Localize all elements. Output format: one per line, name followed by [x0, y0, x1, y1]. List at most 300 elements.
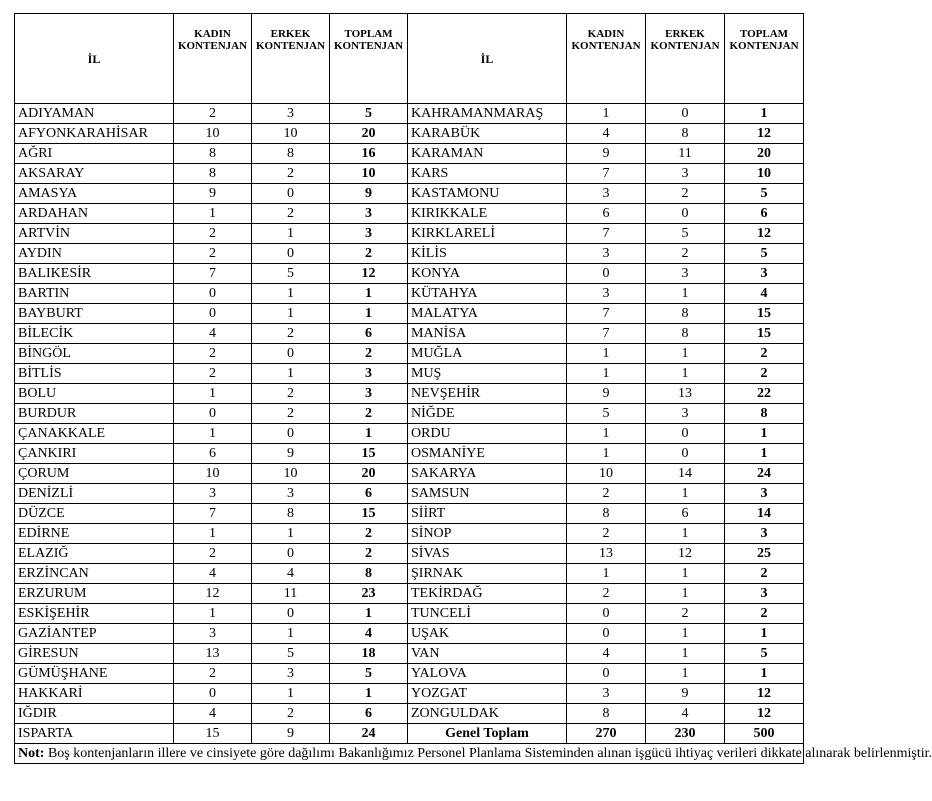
- table-row: [15, 144, 804, 164]
- table-row: [15, 264, 804, 284]
- kadin-value: 0: [174, 404, 252, 424]
- province-name: KİLİS: [408, 244, 567, 264]
- kadin-value: 8: [567, 704, 646, 724]
- province-name: SİVAS: [408, 544, 567, 564]
- grand-total-label: Genel Toplam: [408, 724, 567, 744]
- erkek-value: 1: [646, 664, 725, 684]
- kadin-value: 2: [174, 244, 252, 264]
- kadin-value: 3: [174, 624, 252, 644]
- erkek-value: 1: [646, 524, 725, 544]
- toplam-value: 12: [725, 224, 804, 244]
- toplam-value: 6: [725, 204, 804, 224]
- toplam-value: 5: [725, 184, 804, 204]
- erkek-value: 5: [646, 224, 725, 244]
- province-name: IĞDIR: [15, 704, 174, 724]
- toplam-value: 1: [725, 444, 804, 464]
- province-name: NEVŞEHİR: [408, 384, 567, 404]
- erkek-value: 10: [252, 464, 330, 484]
- header-toplam-left: TOPLAM KONTENJAN: [330, 14, 408, 104]
- province-name: ÇANKIRI: [15, 444, 174, 464]
- kadin-value: 12: [174, 584, 252, 604]
- kadin-value: 2: [174, 224, 252, 244]
- toplam-value: 1: [330, 284, 408, 304]
- erkek-value: 1: [252, 524, 330, 544]
- table-row: [15, 524, 804, 544]
- quota-table: [14, 13, 932, 764]
- province-name: KARS: [408, 164, 567, 184]
- table-row: [15, 664, 804, 684]
- erkek-value: 8: [646, 124, 725, 144]
- kadin-value: 7: [567, 224, 646, 244]
- toplam-value: 3: [725, 264, 804, 284]
- toplam-value: 12: [725, 684, 804, 704]
- kadin-value: 9: [174, 184, 252, 204]
- province-name: BALIKESİR: [15, 264, 174, 284]
- toplam-value: 5: [330, 664, 408, 684]
- toplam-value: 20: [330, 464, 408, 484]
- kadin-value: 2: [567, 484, 646, 504]
- kadin-value: 0: [567, 604, 646, 624]
- toplam-value: 1: [725, 424, 804, 444]
- table-row-last: [15, 724, 804, 744]
- province-name: EDİRNE: [15, 524, 174, 544]
- kadin-value: 7: [567, 304, 646, 324]
- toplam-value: 5: [725, 244, 804, 264]
- toplam-value: 1: [330, 684, 408, 704]
- erkek-value: 1: [646, 564, 725, 584]
- kadin-value: 1: [567, 104, 646, 124]
- toplam-value: 2: [330, 344, 408, 364]
- kadin-value: 2: [174, 344, 252, 364]
- kadin-value: 0: [174, 284, 252, 304]
- erkek-value: 8: [646, 304, 725, 324]
- province-name: AĞRI: [15, 144, 174, 164]
- kadin-value: 1: [567, 424, 646, 444]
- province-name: YOZGAT: [408, 684, 567, 704]
- toplam-value: 3: [330, 224, 408, 244]
- erkek-value: 11: [252, 584, 330, 604]
- erkek-value: 14: [646, 464, 725, 484]
- kadin-value: 1: [174, 524, 252, 544]
- toplam-value: 16: [330, 144, 408, 164]
- kadin-value: 2: [174, 664, 252, 684]
- province-name: ERZURUM: [15, 584, 174, 604]
- kadin-value: 8: [174, 164, 252, 184]
- erkek-value: 1: [646, 284, 725, 304]
- erkek-value: 1: [252, 224, 330, 244]
- erkek-value: 1: [252, 304, 330, 324]
- province-name: KASTAMONU: [408, 184, 567, 204]
- province-name: TUNCELİ: [408, 604, 567, 624]
- erkek-value: 13: [646, 384, 725, 404]
- province-name: BAYBURT: [15, 304, 174, 324]
- toplam-value: 22: [725, 384, 804, 404]
- province-name: ÇORUM: [15, 464, 174, 484]
- table-row: [15, 324, 804, 344]
- province-name: ERZİNCAN: [15, 564, 174, 584]
- header-il-right: İL: [408, 14, 567, 104]
- erkek-value: 9: [252, 444, 330, 464]
- province-name: BARTIN: [15, 284, 174, 304]
- table-row: [15, 684, 804, 704]
- kadin-value: 1: [174, 204, 252, 224]
- kadin-value: 7: [567, 324, 646, 344]
- table-row: [15, 244, 804, 264]
- table-row: [15, 484, 804, 504]
- province-name: HAKKARİ: [15, 684, 174, 704]
- footnote-text: Boş kontenjanların illere ve cinsiyete göre dağılımı Bakanlığımız Personel Planlama Sisteminden alınan işgücü ihtiyaç verileri dikkate alınarak belirlenmiştir.: [44, 745, 932, 761]
- kadin-value: 1: [567, 364, 646, 384]
- toplam-value: 3: [330, 384, 408, 404]
- table-row: [15, 224, 804, 244]
- kadin-value: 1: [174, 424, 252, 444]
- province-name: MUŞ: [408, 364, 567, 384]
- province-name: KIRKLARELİ: [408, 224, 567, 244]
- kadin-value: 10: [174, 124, 252, 144]
- toplam-value: 1: [725, 664, 804, 684]
- erkek-value: 1: [646, 344, 725, 364]
- toplam-value: 2: [725, 344, 804, 364]
- toplam-value: 23: [330, 584, 408, 604]
- erkek-value: 2: [646, 604, 725, 624]
- erkek-value: 0: [646, 424, 725, 444]
- toplam-value: 12: [725, 704, 804, 724]
- province-name: KAHRAMANMARAŞ: [408, 104, 567, 124]
- erkek-value: 9: [646, 684, 725, 704]
- table-row: [15, 444, 804, 464]
- toplam-value: 2: [725, 564, 804, 584]
- kadin-value: 3: [567, 244, 646, 264]
- header-row: [15, 14, 804, 104]
- table-row: [15, 424, 804, 444]
- table-body: [15, 104, 804, 724]
- erkek-value: 5: [252, 264, 330, 284]
- toplam-value: 5: [725, 644, 804, 664]
- erkek-value: 2: [646, 244, 725, 264]
- province-name: KÜTAHYA: [408, 284, 567, 304]
- toplam-value: 15: [330, 444, 408, 464]
- erkek-value: 1: [252, 624, 330, 644]
- province-name: BİNGÖL: [15, 344, 174, 364]
- kadin-value: 15: [174, 724, 252, 744]
- province-name: GÜMÜŞHANE: [15, 664, 174, 684]
- kadin-value: 1: [174, 604, 252, 624]
- erkek-value: 1: [646, 364, 725, 384]
- erkek-value: 2: [252, 164, 330, 184]
- grand-total-kadin: 270: [567, 724, 646, 744]
- kadin-value: 7: [174, 504, 252, 524]
- toplam-value: 4: [330, 624, 408, 644]
- province-name: SAKARYA: [408, 464, 567, 484]
- grand-total-erkek: 230: [646, 724, 725, 744]
- province-name: YALOVA: [408, 664, 567, 684]
- erkek-value: 1: [646, 484, 725, 504]
- note-row: [15, 744, 804, 764]
- footnote-label: Not:: [18, 745, 45, 761]
- kadin-value: 2: [174, 104, 252, 124]
- erkek-value: 12: [646, 544, 725, 564]
- province-name: GİRESUN: [15, 644, 174, 664]
- toplam-value: 2: [725, 604, 804, 624]
- table-row: [15, 124, 804, 144]
- erkek-value: 2: [646, 184, 725, 204]
- kadin-value: 10: [174, 464, 252, 484]
- province-name: KIRIKKALE: [408, 204, 567, 224]
- toplam-value: 1: [330, 424, 408, 444]
- province-name: ŞIRNAK: [408, 564, 567, 584]
- toplam-value: 3: [725, 524, 804, 544]
- header-erkek-right: ERKEK KONTENJAN: [646, 14, 725, 104]
- erkek-value: 8: [252, 144, 330, 164]
- kadin-value: 2: [567, 584, 646, 604]
- kadin-value: 2: [567, 524, 646, 544]
- kadin-value: 4: [174, 704, 252, 724]
- toplam-value: 20: [725, 144, 804, 164]
- province-name: ORDU: [408, 424, 567, 444]
- erkek-value: 4: [646, 704, 725, 724]
- erkek-value: 2: [252, 404, 330, 424]
- province-name: ISPARTA: [15, 724, 174, 744]
- erkek-value: 0: [252, 424, 330, 444]
- kadin-value: 0: [567, 264, 646, 284]
- toplam-value: 1: [330, 604, 408, 624]
- erkek-value: 3: [646, 264, 725, 284]
- kadin-value: 2: [174, 544, 252, 564]
- erkek-value: 11: [646, 144, 725, 164]
- toplam-value: 20: [330, 124, 408, 144]
- province-name: AYDIN: [15, 244, 174, 264]
- province-name: AFYONKARAHİSAR: [15, 124, 174, 144]
- erkek-value: 1: [252, 364, 330, 384]
- toplam-value: 18: [330, 644, 408, 664]
- erkek-value: 1: [646, 644, 725, 664]
- toplam-value: 3: [330, 204, 408, 224]
- toplam-value: 2: [330, 404, 408, 424]
- table-row: [15, 464, 804, 484]
- toplam-value: 12: [725, 124, 804, 144]
- kadin-value: 4: [174, 324, 252, 344]
- kadin-value: 2: [174, 364, 252, 384]
- kadin-value: 1: [567, 344, 646, 364]
- table-row: [15, 184, 804, 204]
- province-name: KONYA: [408, 264, 567, 284]
- table-row: [15, 164, 804, 184]
- kadin-value: 4: [567, 124, 646, 144]
- province-name: GAZİANTEP: [15, 624, 174, 644]
- kadin-value: 10: [567, 464, 646, 484]
- erkek-value: 1: [646, 624, 725, 644]
- erkek-value: 0: [646, 444, 725, 464]
- header-toplam-right: TOPLAM KONTENJAN: [725, 14, 804, 104]
- table-row: [15, 604, 804, 624]
- kadin-value: 1: [567, 564, 646, 584]
- erkek-value: 2: [252, 384, 330, 404]
- erkek-value: 3: [252, 484, 330, 504]
- toplam-value: 9: [330, 184, 408, 204]
- toplam-value: 10: [725, 164, 804, 184]
- province-name: NİĞDE: [408, 404, 567, 424]
- table-row: [15, 364, 804, 384]
- province-name: VAN: [408, 644, 567, 664]
- kadin-value: 4: [174, 564, 252, 584]
- table-row: [15, 584, 804, 604]
- table-row: [15, 624, 804, 644]
- province-name: MUĞLA: [408, 344, 567, 364]
- toplam-value: 15: [330, 504, 408, 524]
- province-name: BİLECİK: [15, 324, 174, 344]
- kadin-value: 1: [174, 384, 252, 404]
- footnote: [15, 744, 932, 764]
- erkek-value: 0: [252, 244, 330, 264]
- province-name: DENİZLİ: [15, 484, 174, 504]
- header-kadin-right: KADIN KONTENJAN: [567, 14, 646, 104]
- toplam-value: 15: [725, 324, 804, 344]
- toplam-value: 10: [330, 164, 408, 184]
- toplam-value: 24: [330, 724, 408, 744]
- kadin-value: 0: [567, 664, 646, 684]
- table-row: [15, 204, 804, 224]
- table-row: [15, 564, 804, 584]
- province-name: AMASYA: [15, 184, 174, 204]
- header-il-left: İL: [15, 14, 174, 104]
- erkek-value: 3: [252, 104, 330, 124]
- toplam-value: 1: [725, 104, 804, 124]
- toplam-value: 2: [330, 244, 408, 264]
- toplam-value: 1: [330, 304, 408, 324]
- kadin-value: 9: [567, 144, 646, 164]
- kadin-value: 13: [174, 644, 252, 664]
- erkek-value: 4: [252, 564, 330, 584]
- table-row: [15, 644, 804, 664]
- erkek-value: 0: [252, 544, 330, 564]
- table-row: [15, 544, 804, 564]
- toplam-value: 4: [725, 284, 804, 304]
- toplam-value: 5: [330, 104, 408, 124]
- toplam-value: 6: [330, 484, 408, 504]
- toplam-value: 1: [725, 624, 804, 644]
- erkek-value: 6: [646, 504, 725, 524]
- table-row: [15, 404, 804, 424]
- province-name: SAMSUN: [408, 484, 567, 504]
- toplam-value: 14: [725, 504, 804, 524]
- erkek-value: 3: [252, 664, 330, 684]
- erkek-value: 2: [252, 704, 330, 724]
- toplam-value: 24: [725, 464, 804, 484]
- table-row: [15, 104, 804, 124]
- erkek-value: 0: [646, 104, 725, 124]
- province-name: OSMANİYE: [408, 444, 567, 464]
- kadin-value: 7: [567, 164, 646, 184]
- grand-total-toplam: 500: [725, 724, 804, 744]
- table-row: [15, 384, 804, 404]
- kadin-value: 0: [174, 304, 252, 324]
- kadin-value: 8: [567, 504, 646, 524]
- kadin-value: 8: [174, 144, 252, 164]
- erkek-value: 0: [646, 204, 725, 224]
- toplam-value: 6: [330, 324, 408, 344]
- toplam-value: 8: [330, 564, 408, 584]
- erkek-value: 0: [252, 344, 330, 364]
- table-row: [15, 704, 804, 724]
- province-name: SİNOP: [408, 524, 567, 544]
- kadin-value: 13: [567, 544, 646, 564]
- table-row: [15, 284, 804, 304]
- kadin-value: 5: [567, 404, 646, 424]
- province-name: KARABÜK: [408, 124, 567, 144]
- province-name: TEKİRDAĞ: [408, 584, 567, 604]
- province-name: ARDAHAN: [15, 204, 174, 224]
- table-row: [15, 304, 804, 324]
- erkek-value: 3: [646, 404, 725, 424]
- erkek-value: 9: [252, 724, 330, 744]
- erkek-value: 5: [252, 644, 330, 664]
- province-name: BOLU: [15, 384, 174, 404]
- kadin-value: 7: [174, 264, 252, 284]
- province-name: ÇANAKKALE: [15, 424, 174, 444]
- erkek-value: 0: [252, 184, 330, 204]
- toplam-value: 15: [725, 304, 804, 324]
- province-name: BURDUR: [15, 404, 174, 424]
- kadin-value: 6: [174, 444, 252, 464]
- province-name: AKSARAY: [15, 164, 174, 184]
- toplam-value: 3: [330, 364, 408, 384]
- header-erkek-left: ERKEK KONTENJAN: [252, 14, 330, 104]
- toplam-value: 2: [330, 524, 408, 544]
- kadin-value: 3: [567, 284, 646, 304]
- header-kadin-left: KADIN KONTENJAN: [174, 14, 252, 104]
- erkek-value: 10: [252, 124, 330, 144]
- kadin-value: 0: [567, 624, 646, 644]
- province-name: BİTLİS: [15, 364, 174, 384]
- kadin-value: 3: [567, 184, 646, 204]
- erkek-value: 0: [252, 604, 330, 624]
- kadin-value: 3: [567, 684, 646, 704]
- kadin-value: 6: [567, 204, 646, 224]
- toplam-value: 25: [725, 544, 804, 564]
- province-name: MANİSA: [408, 324, 567, 344]
- toplam-value: 3: [725, 484, 804, 504]
- toplam-value: 3: [725, 584, 804, 604]
- province-name: KARAMAN: [408, 144, 567, 164]
- toplam-value: 2: [330, 544, 408, 564]
- erkek-value: 1: [646, 584, 725, 604]
- erkek-value: 8: [646, 324, 725, 344]
- kadin-value: 0: [174, 684, 252, 704]
- erkek-value: 2: [252, 204, 330, 224]
- province-name: UŞAK: [408, 624, 567, 644]
- province-name: SİİRT: [408, 504, 567, 524]
- province-name: ARTVİN: [15, 224, 174, 244]
- kadin-value: 4: [567, 644, 646, 664]
- kadin-value: 9: [567, 384, 646, 404]
- province-name: DÜZCE: [15, 504, 174, 524]
- kadin-value: 3: [174, 484, 252, 504]
- toplam-value: 6: [330, 704, 408, 724]
- province-name: ESKİŞEHİR: [15, 604, 174, 624]
- erkek-value: 1: [252, 684, 330, 704]
- erkek-value: 2: [252, 324, 330, 344]
- table-row: [15, 504, 804, 524]
- province-name: ZONGULDAK: [408, 704, 567, 724]
- toplam-value: 12: [330, 264, 408, 284]
- erkek-value: 1: [252, 284, 330, 304]
- table-row: [15, 344, 804, 364]
- province-name: ELAZIĞ: [15, 544, 174, 564]
- kadin-value: 1: [567, 444, 646, 464]
- province-name: ADIYAMAN: [15, 104, 174, 124]
- erkek-value: 8: [252, 504, 330, 524]
- erkek-value: 3: [646, 164, 725, 184]
